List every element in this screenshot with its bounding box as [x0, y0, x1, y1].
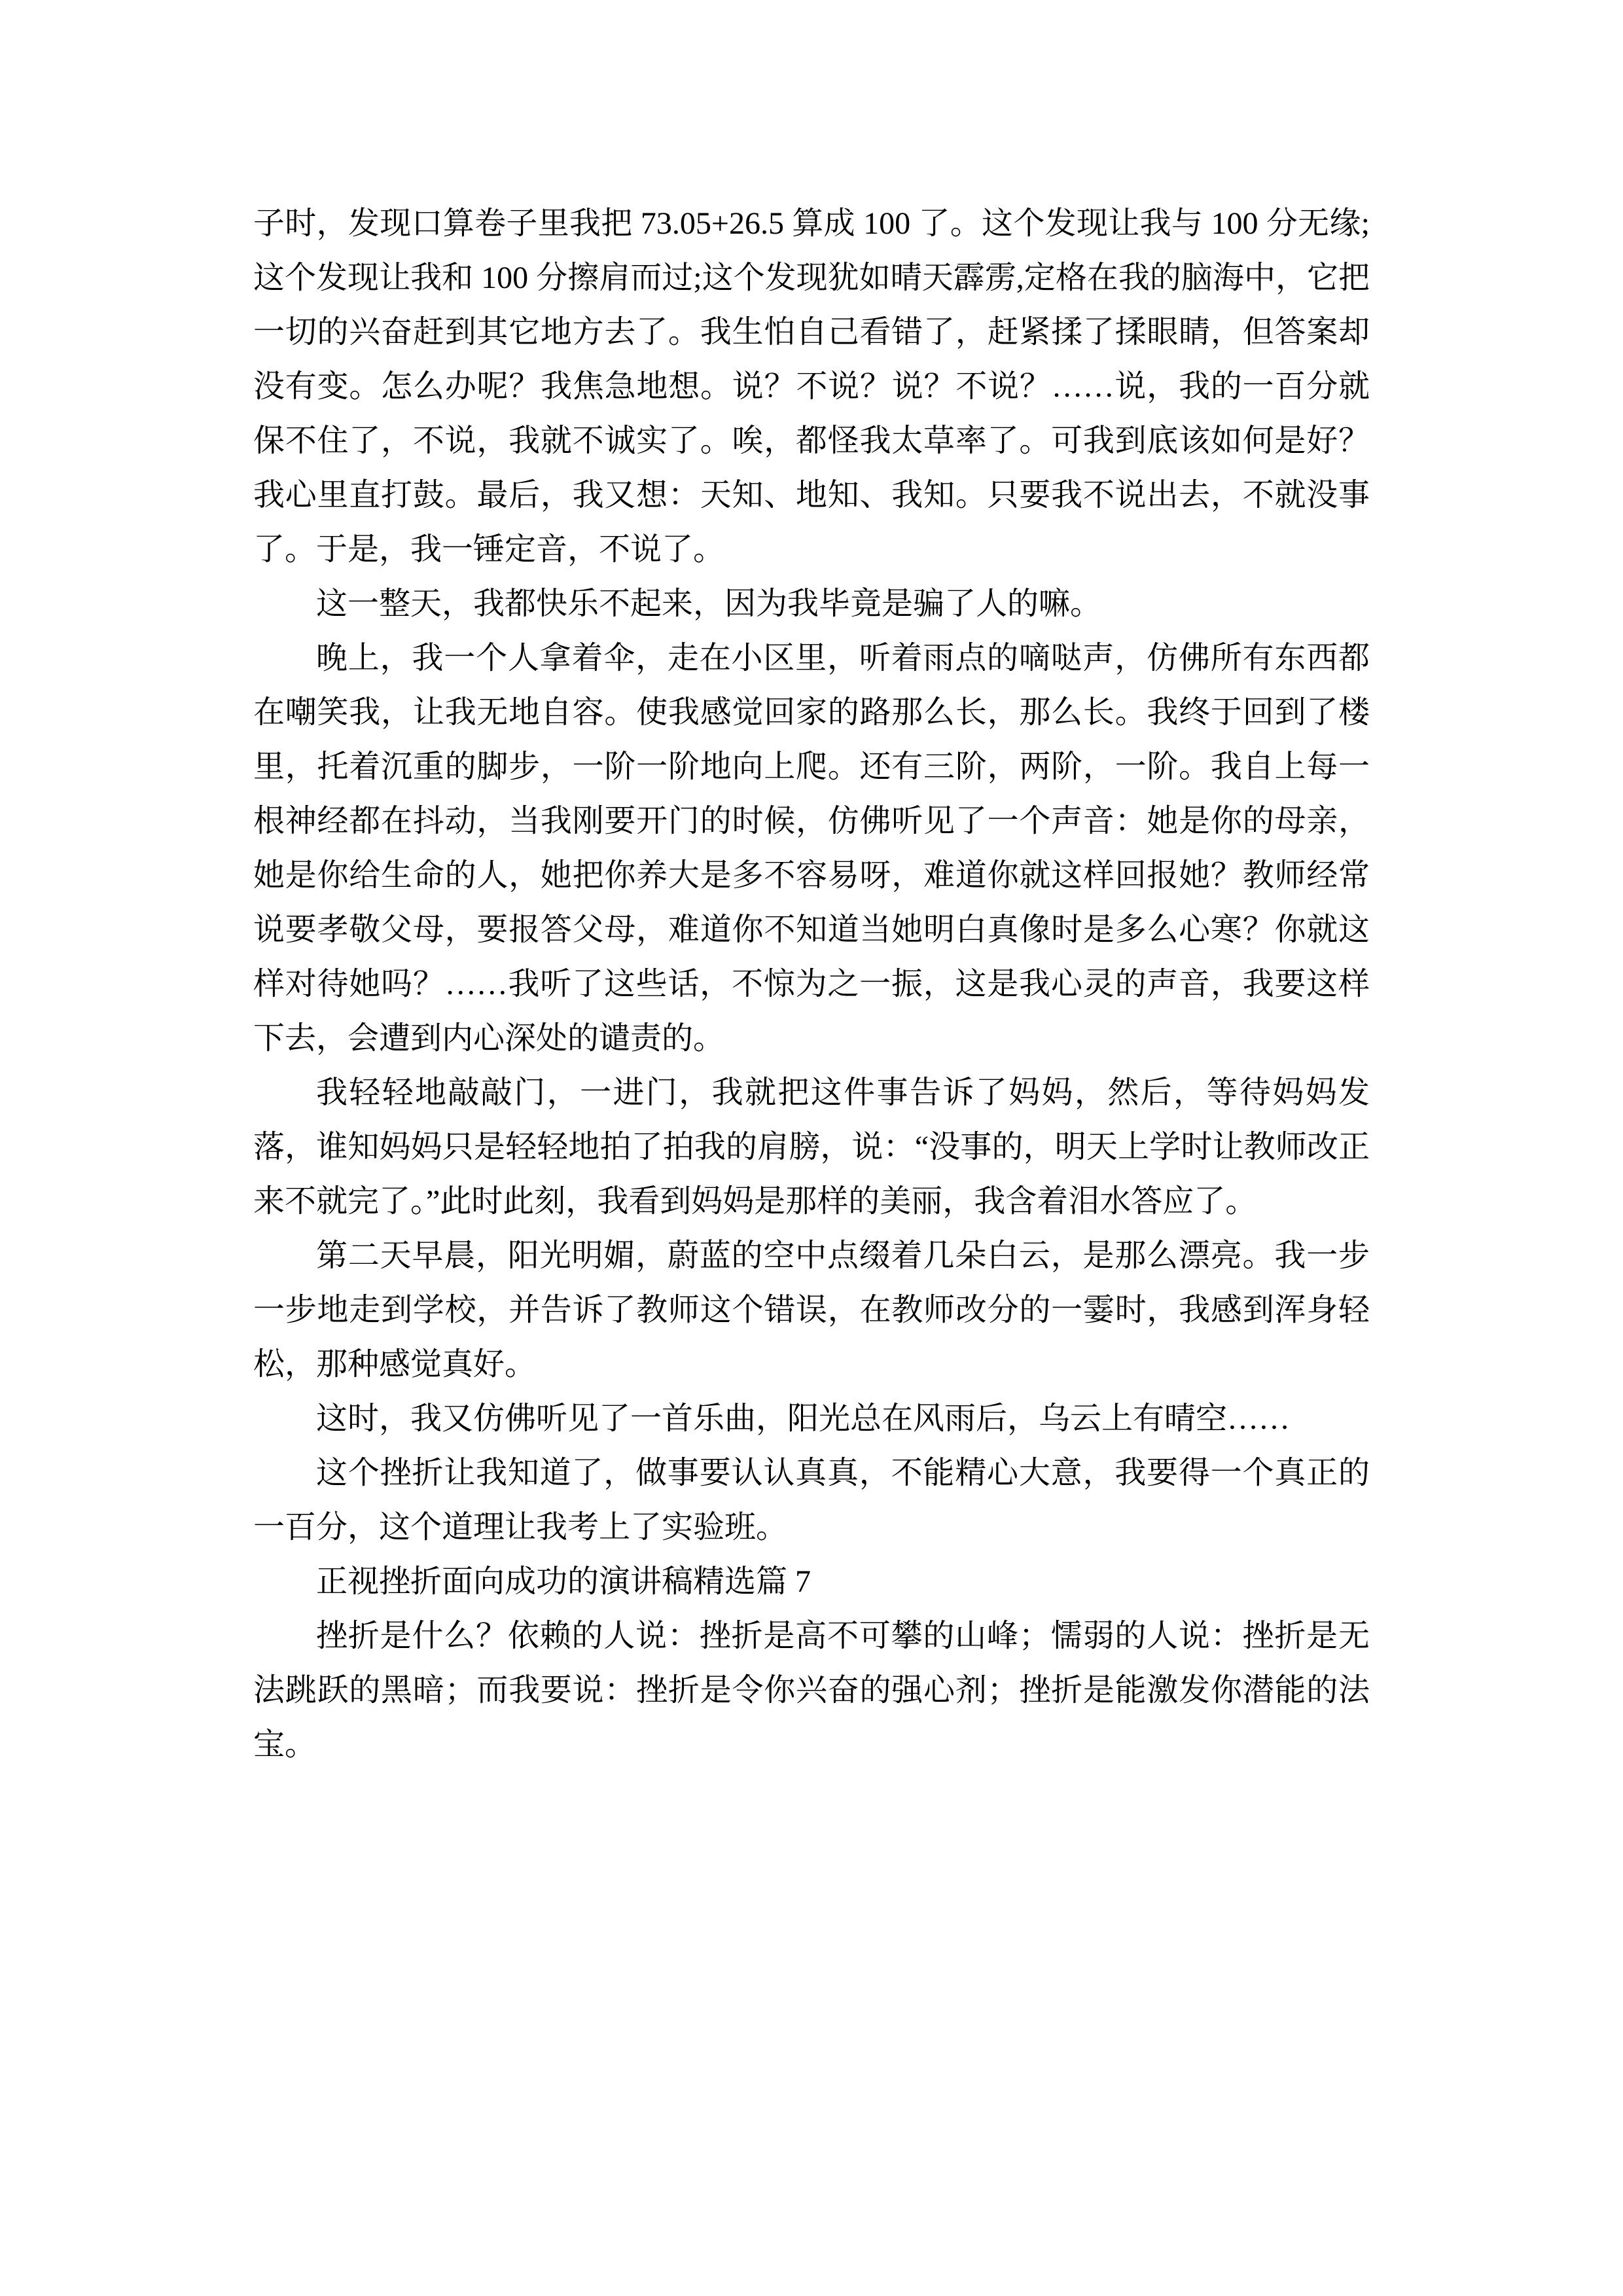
paragraph: 挫折是什么？依赖的人说：挫折是高不可攀的山峰；懦弱的人说：挫折是无法跳跃的黑暗；而我要说：挫折是令你兴奋的强心剂；挫折是能激发你潜能的法宝。	[253, 1619, 1370, 1762]
paragraph: 第二天早晨，阳光明媚，蔚蓝的空中点缀着几朵白云，是那么漂亮。我一步一步地走到学校，并告诉了教师这个错误，在教师改分的一霎时，我感到浑身轻松，那种感觉真好。	[253, 1238, 1370, 1382]
paragraph: 晚上，我一个人拿着伞，走在小区里，听着雨点的嘀哒声，仿佛所有东西都在嘲笑我，让我无地自容。使我感觉回家的路那么长，那么长。我终于回到了楼里，托着沉重的脚步，一阶一阶地向上爬。还有三阶，两阶，一阶。我自上每一根神经都在抖动，当我刚要开门的时候，仿佛听见了一个声音：她是你的母亲，她是你给生命的人，她把你养大是多不容易呀，难道你就这样回报她？教师经常说要孝敬父母，要报答父母，难道你不知道当她明白真像时是多么心寒？你就这样对待她吗？……我听了这些话，不惊为之一振，这是我心灵的声音，我要这样下去，会遭到内心深处的谴责的。	[253, 641, 1370, 1056]
paragraph: 我轻轻地敲敲门，一进门，我就把这件事告诉了妈妈，然后，等待妈妈发落，谁知妈妈只是轻轻地拍了拍我的肩膀，说：“没事的，明天上学时让教师改正来不就完了。”此时此刻，我看到妈妈是那样的美丽，我含着泪水答应了。	[253, 1075, 1370, 1219]
paragraph: 这个挫折让我知道了，做事要认认真真，不能精心大意，我要得一个真正的一百分，这个道理让我考上了实验班。	[253, 1456, 1370, 1545]
document-body	[253, 196, 1370, 1772]
section-heading: 正视挫折面向成功的演讲稿精选篇 7	[316, 1564, 812, 1599]
paragraph-continued: 子时，发现口算卷子里我把 73.05+26.5 算成 100 了。这个发现让我与 100 分无缘;这个发现让我和 100 分擦肩而过;这个发现犹如晴天霹雳,定格在我的脑海中，它把一切的兴奋赶到其它地方去了。我生怕自己看错了，赶紧揉了揉眼睛，但答案却没有变。怎么办呢？我焦急地想。说？不说？说？不说？……说，我的一百分就保不住了，不说，我就不诚实了。唉，都怪我太草率了。可我到底该如何是好？我心里直打鼓。最后，我又想：天知、地知、我知。只要我不说出去，不就没事了。于是，我一锤定音，不说了。	[253, 206, 1370, 567]
paragraph: 这一整天，我都快乐不起来，因为我毕竟是骗了人的嘛。	[316, 586, 1102, 621]
paragraph: 这时，我又仿佛听见了一首乐曲，阳光总在风雨后，乌云上有晴空……	[316, 1401, 1291, 1436]
